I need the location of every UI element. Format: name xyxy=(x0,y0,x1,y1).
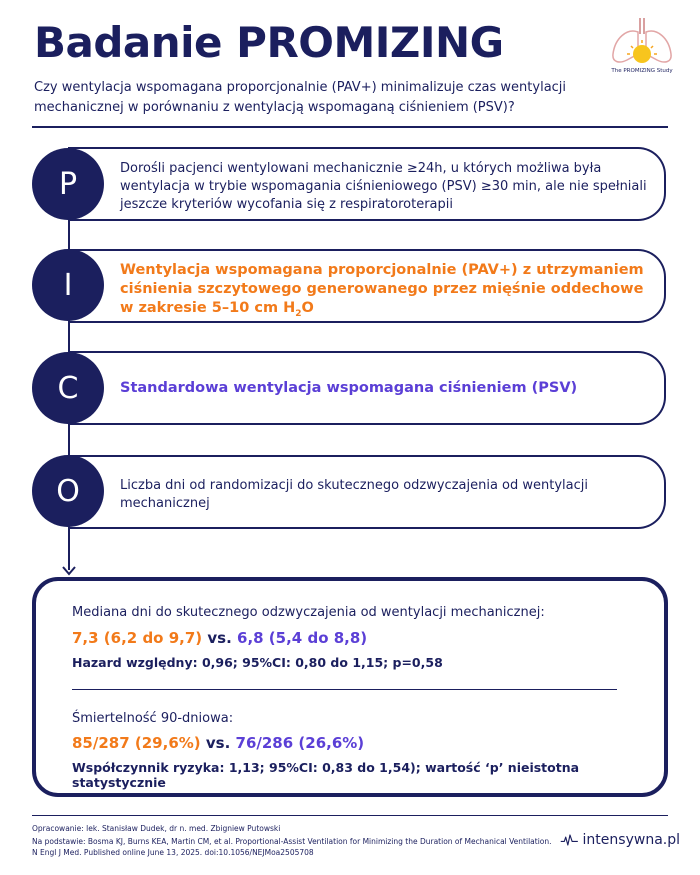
median-label: Mediana dni do skutecznego odzwyczajenia od wentylacji mechanicznej: xyxy=(72,605,545,620)
median-psv: 6,8 (5,4 do 8,8) xyxy=(237,629,368,647)
results-divider xyxy=(72,689,617,690)
lungs-sun-icon xyxy=(607,14,677,76)
footer-divider xyxy=(32,815,668,816)
vs-label: vs. xyxy=(207,629,232,647)
hazard-ratio: Hazard względny: 0,96; 95%CI: 0,80 do 1,15; p=0,58 xyxy=(72,655,443,670)
page-title: Badanie PROMIZING xyxy=(34,18,504,67)
pico-i-text: Wentylacja wspomagana proporcjonalnie (PAV+) z utrzymaniem ciśnienia szczytowego generowanego przez mięśnie oddechowe w zakresie 5–10 cm $H_2O$ xyxy=(120,262,644,319)
heartbeat-icon xyxy=(560,830,579,850)
mortality-psv: 76/286 (26,6%) xyxy=(235,734,365,752)
research-question: Czy wentylacja wspomagana proporcjonalnie (PAV+) minimalizuje czas wentylacji mechanicznej w porównaniu z wentylacją wspomaganą ciśnieniem (PSV)? xyxy=(34,80,567,115)
pico-letter-c: C xyxy=(32,352,104,424)
footer-source: Na podstawie: Bosma KJ, Burns KEA, Martin CM, et al. Proportional-Assist Ventilation for Minimizing the Duration of Mechanical Ventilation. N Engl J Med. Published online June 13, 2025. doi:10.1056/NEJMoa2505708 xyxy=(32,837,552,857)
logo-text: The PROMIZING Study xyxy=(611,68,673,74)
arrow-down-icon xyxy=(62,566,76,576)
brand[interactable] xyxy=(560,826,680,854)
pico-p-text: Dorośli pacjenci wentylowani mechanicznie ≥24h, u których możliwa była wentylacja w trybie wspomagania ciśnieniowego (PSV) ≥30 min, ale nie spełniali jeszcze kryteriów wycofania się z respiratoroterapii xyxy=(120,161,647,212)
pico-letter-i: I xyxy=(32,249,104,321)
vs-label-2: vs. xyxy=(205,734,231,752)
pico-c-text: Standardowa wentylacja wspomagana ciśnieniem (PSV) xyxy=(120,380,578,396)
median-pav: 7,3 (6,2 do 9,7) xyxy=(72,629,203,647)
median-values xyxy=(72,629,367,647)
mortality-pav: 85/287 (29,6%) xyxy=(72,734,201,752)
pico-o-text: Liczba dni od randomizacji do skutecznego odzwyczajenia od wentylacji mechanicznej xyxy=(120,478,588,511)
footer-authors: Opracowanie: lek. Stanisław Dudek, dr n. med. Zbigniew Putowski xyxy=(32,824,281,833)
pico-letter-o: O xyxy=(32,455,104,527)
mortality-label: Śmiertelność 90-dniowa: xyxy=(72,711,234,726)
brand-name: intensywna.pl xyxy=(582,832,680,848)
risk-ratio: Współczynnik ryzyka: 1,13; 95%CI: 0,83 do 1,54); wartość ‘p’ nieistotna statystycznie xyxy=(72,760,580,790)
divider xyxy=(32,126,668,128)
mortality-values xyxy=(72,734,364,752)
results-box xyxy=(32,577,668,797)
pico-letter-p: P xyxy=(32,148,104,220)
